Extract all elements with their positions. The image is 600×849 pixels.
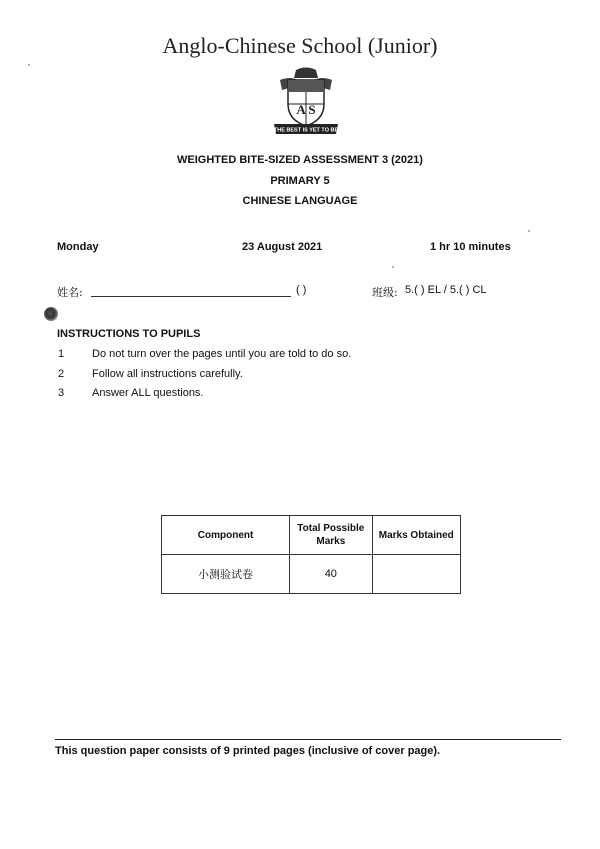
exam-duration: 1 hr 10 minutes — [430, 241, 511, 253]
scan-speck — [528, 230, 530, 232]
ink-smudge-mark — [44, 307, 58, 321]
instruction-text: Answer ALL questions. — [92, 387, 204, 399]
instruction-number: 1 — [58, 348, 65, 360]
level-line: PRIMARY 5 — [270, 175, 330, 187]
name-label: 姓名: — [57, 286, 83, 299]
svg-text:THE BEST IS YET TO BE: THE BEST IS YET TO BE — [273, 127, 339, 134]
instruction-text: Do not turn over the pages until you are told to do so. — [92, 348, 352, 360]
instructions-heading: INSTRUCTIONS TO PUPILS — [57, 328, 201, 340]
scan-speck — [28, 64, 30, 66]
total-marks-cell: 40 — [290, 555, 372, 594]
class-label: 班级: — [372, 286, 398, 299]
header-component: Component — [162, 516, 290, 555]
component-cell: 小测验试卷 — [162, 555, 290, 594]
scan-speck — [392, 266, 394, 268]
footer-divider — [55, 739, 561, 740]
school-crest-logo — [270, 66, 342, 138]
subject-line: CHINESE LANGUAGE — [242, 195, 358, 207]
school-name: Anglo-Chinese School (Junior) — [162, 33, 438, 58]
instruction-number: 2 — [58, 368, 65, 380]
marks-table — [161, 515, 461, 594]
footer-note: This question paper consists of 9 printed pages (inclusive of cover page). — [55, 745, 441, 757]
class-fields: 5.( ) EL / 5.( ) CL — [405, 284, 487, 296]
marks-table-header-row — [162, 516, 461, 555]
instruction-text: Follow all instructions carefully. — [92, 368, 243, 380]
index-number-paren: ( ) — [296, 284, 307, 296]
header-total-possible-marks: Total Possible Marks — [290, 516, 372, 555]
header-marks-obtained: Marks Obtained — [372, 516, 460, 555]
svg-text:A S: A S — [296, 102, 316, 117]
name-blank-line[interactable] — [91, 296, 291, 297]
exam-date: 23 August 2021 — [242, 241, 323, 253]
marks-obtained-cell[interactable] — [372, 555, 460, 594]
assessment-title: WEIGHTED BITE-SIZED ASSESSMENT 3 (2021) — [177, 154, 423, 166]
exam-day: Monday — [57, 241, 99, 253]
table-row — [162, 555, 461, 594]
instruction-number: 3 — [58, 387, 65, 399]
